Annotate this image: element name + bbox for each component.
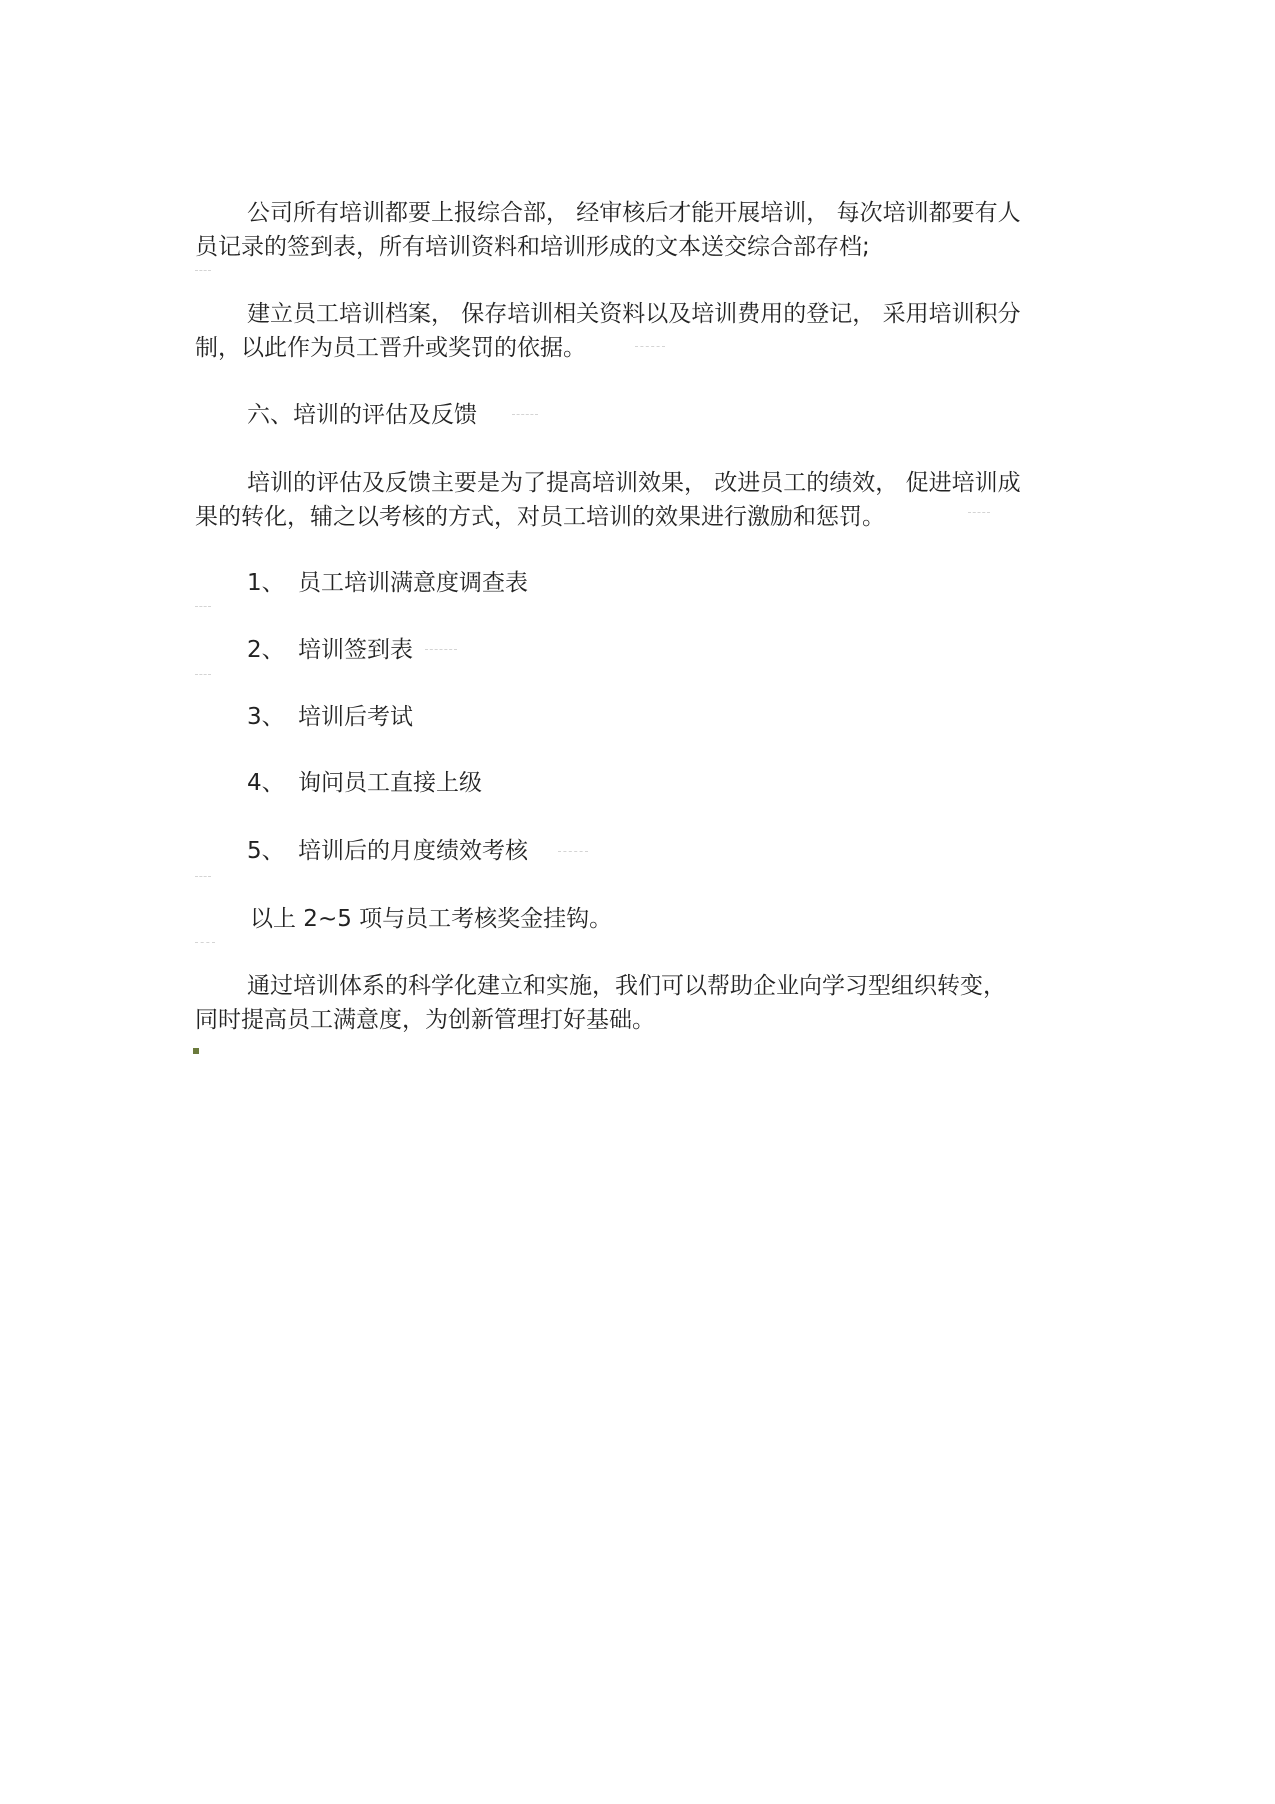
dashed-mark bbox=[195, 942, 215, 943]
dashed-mark bbox=[635, 346, 665, 347]
paragraph-line: 果的转化，辅之以考核的方式，对员工培训的效果进行激励和惩罚。 bbox=[195, 504, 885, 530]
note-text: 以上 2~5 项与员工考核奖金挂钩。 bbox=[250, 906, 613, 932]
end-marker bbox=[193, 1048, 199, 1054]
dashed-mark bbox=[195, 606, 211, 607]
paragraph-line: 同时提高员工满意度，为创新管理打好基础。 bbox=[195, 1007, 655, 1033]
dashed-mark bbox=[968, 512, 990, 513]
paragraph-line: 通过培训体系的科学化建立和实施，我们可以帮助企业向学习型组织转变， bbox=[247, 973, 1006, 999]
paragraph-evaluation-feedback bbox=[195, 466, 1095, 534]
section-heading bbox=[195, 398, 1095, 432]
list-number: 5、 bbox=[247, 838, 285, 864]
list-text: 培训签到表 bbox=[298, 637, 413, 663]
dashed-mark bbox=[195, 270, 211, 271]
paragraph-line: 员记录的签到表，所有培训资料和培训形成的文本送交综合部存档; bbox=[195, 234, 870, 260]
paragraph-training-reporting bbox=[195, 196, 1095, 264]
dashed-mark bbox=[195, 674, 211, 675]
paragraph-training-archive bbox=[195, 297, 1095, 365]
dashed-mark bbox=[512, 414, 538, 415]
list-item bbox=[247, 766, 482, 800]
dashed-mark bbox=[425, 649, 457, 650]
list-text: 员工培训满意度调查表 bbox=[298, 570, 528, 596]
heading-text: 六、培训的评估及反馈 bbox=[247, 402, 477, 428]
paragraph-line: 建立员工培训档案， 保存培训相关资料以及培训费用的登记， 采用培训积分 bbox=[247, 301, 1021, 327]
list-item bbox=[247, 700, 413, 734]
bonus-note bbox=[250, 902, 1150, 936]
list-number: 1、 bbox=[247, 570, 285, 596]
list-item bbox=[247, 834, 528, 868]
list-text: 培训后的月度绩效考核 bbox=[298, 838, 528, 864]
dashed-mark bbox=[195, 876, 211, 877]
paragraph-line: 公司所有培训都要上报综合部， 经审核后才能开展培训， 每次培训都要有人 bbox=[247, 200, 1021, 226]
paragraph-line: 制，以此作为员工晋升或奖罚的依据。 bbox=[195, 335, 586, 361]
list-number: 2、 bbox=[247, 637, 285, 663]
paragraph-line: 培训的评估及反馈主要是为了提高培训效果， 改进员工的绩效， 促进培训成 bbox=[247, 470, 1021, 496]
dashed-mark bbox=[558, 851, 588, 852]
list-number: 4、 bbox=[247, 770, 285, 796]
list-item bbox=[247, 566, 528, 600]
list-text: 培训后考试 bbox=[298, 704, 413, 730]
list-item bbox=[247, 633, 413, 667]
paragraph-conclusion bbox=[195, 969, 1095, 1037]
list-text: 询问员工直接上级 bbox=[298, 770, 482, 796]
list-number: 3、 bbox=[247, 704, 285, 730]
